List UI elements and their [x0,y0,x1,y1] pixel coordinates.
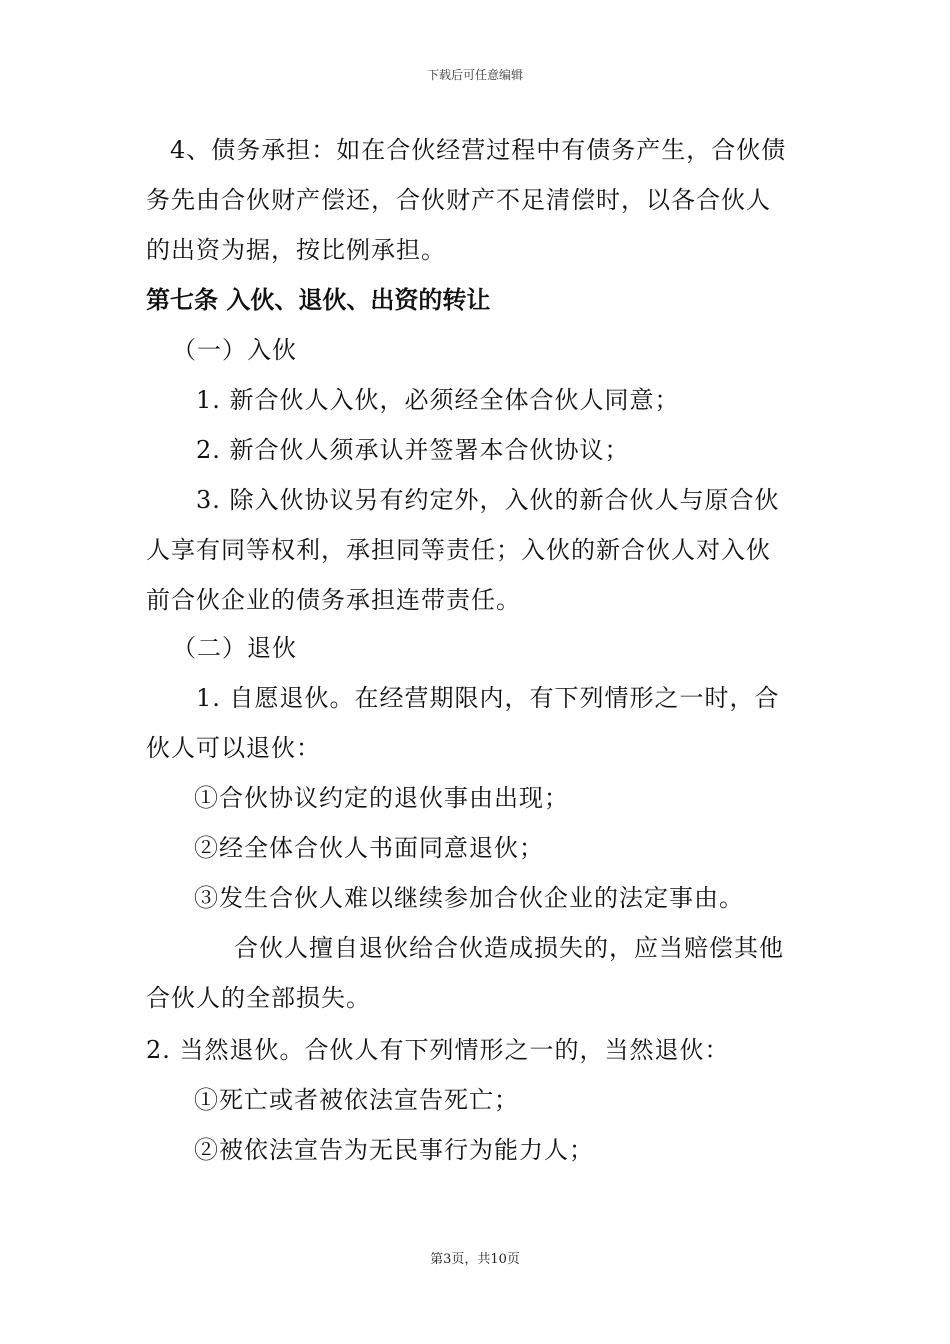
section-2-item-1-line-1: 1. 自愿退伙。在经营期限内，有下列情形之一时，合 [196,684,780,712]
section-1-title: （一）入伙 [172,336,297,364]
section-1-item-2: 2. 新合伙人须承认并签署本合伙协议； [196,436,630,464]
debt-paragraph-line-2: 务先由合伙财产偿还，合伙财产不足清偿时，以各合伙人 [146,186,771,214]
section-2-item-1-case-c: ③发生合伙人难以继续参加合伙企业的法定事由。 [194,884,744,912]
section-2-item-2-case-a: ①死亡或者被依法宣告死亡； [194,1086,519,1114]
section-2-item-1-line-2: 伙人可以退伙： [146,734,321,762]
section-1-item-3-line-3: 前合伙企业的债务承担连带责任。 [146,586,521,614]
section-1-item-3-line-2: 人享有同等权利，承担同等责任；入伙的新合伙人对入伙 [146,536,771,564]
page-footer: 第3页，共10页 [430,1252,520,1267]
section-2-item-1-note-line-1: 合伙人擅自退伙给合伙造成损失的，应当赔偿其他 [234,934,784,962]
section-1-item-1: 1. 新合伙人入伙，必须经全体合伙人同意； [196,386,680,414]
section-2-item-2: 2. 当然退伙。合伙人有下列情形之一的，当然退伙： [146,1036,730,1064]
debt-paragraph-line-3: 的出资为据，按比例承担。 [146,236,446,264]
section-2-item-1-case-b: ②经全体合伙人书面同意退伙； [194,834,544,862]
section-2-title: （二）退伙 [172,634,297,662]
article-7-heading: 第七条 入伙、退伙、出资的转让 [146,286,491,314]
section-2-item-2-case-b: ②被依法宣告为无民事行为能力人； [194,1136,594,1164]
page-header: 下载后可任意编辑 [426,68,523,82]
section-1-item-3-line-1: 3. 除入伙协议另有约定外，入伙的新合伙人与原合伙 [196,486,780,514]
debt-paragraph-line-1: 4、债务承担：如在合伙经营过程中有债务产生，合伙债 [170,136,787,164]
section-2-item-1-note-line-2: 合伙人的全部损失。 [146,984,371,1012]
section-2-item-1-case-a: ①合伙协议约定的退伙事由出现； [194,784,569,812]
